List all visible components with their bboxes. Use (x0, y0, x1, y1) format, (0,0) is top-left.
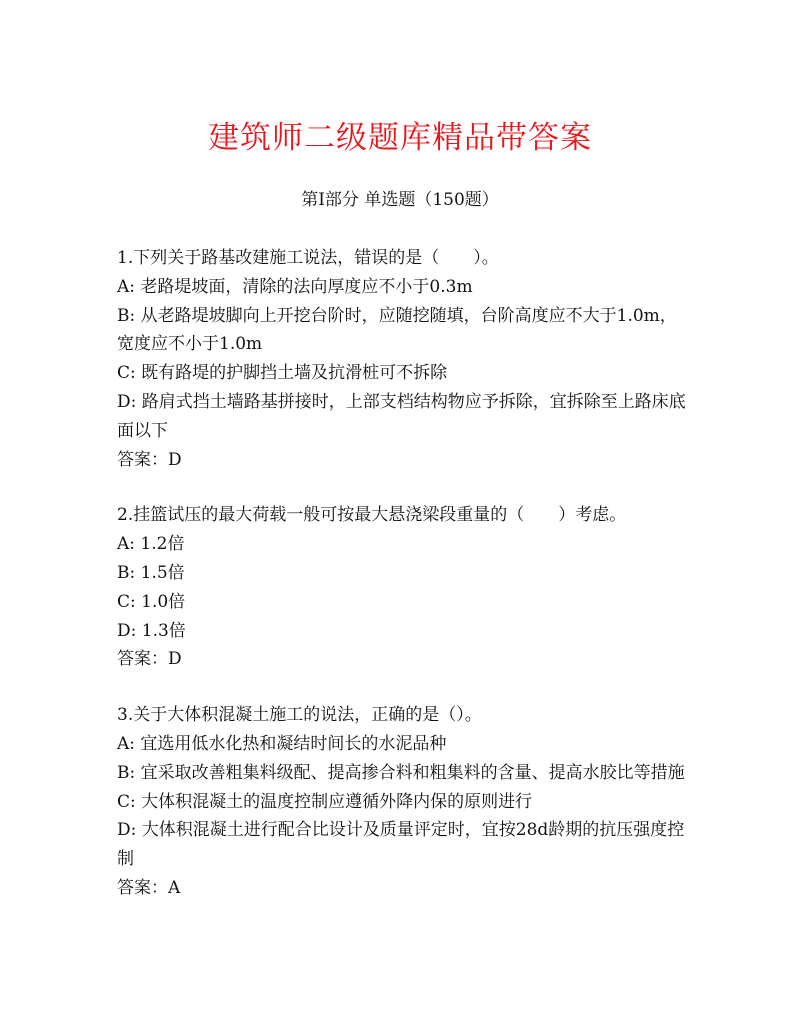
option-c: C: 既有路堤的护脚挡土墙及抗滑桩可不拆除 (117, 363, 448, 384)
option-d: D: 大体积混凝土进行配合比设计及质量评定时，宜按28d龄期的抗压强度控制 (117, 820, 685, 870)
option-c: C: 1.0倍 (117, 591, 186, 612)
option-b: B: 宜采取改善粗集料级配、提高掺合料和粗集料的含量、提高水胶比等措施 (117, 762, 685, 783)
section-title: 第Ⅰ部分 单选题（150题） (301, 190, 499, 210)
answer: 答案：D (117, 649, 182, 670)
question-list (117, 244, 687, 930)
option-b: B: 1.5倍 (117, 562, 185, 583)
option-a: A: 宜选用低水化热和凝结时间长的水泥品种 (117, 733, 447, 754)
option-d: D: 1.3倍 (117, 620, 186, 641)
option-d: D: 路肩式挡土墙路基拼接时，上部支档结构物应予拆除，宜拆除至上路床底面以下 (117, 391, 686, 441)
question-stem: 1.下列关于路基改建施工说法，错误的是（ ）。 (117, 248, 499, 268)
answer: 答案：A (117, 877, 181, 898)
question-1 (117, 244, 687, 474)
option-a: A: 老路堤坡面，清除的法向厚度应不小于0.3m (117, 276, 473, 297)
answer: 答案：D (117, 449, 182, 470)
option-a: A: 1.2倍 (117, 534, 185, 555)
option-b: B: 从老路堤坡脚向上开挖台阶时，应随挖随填，台阶高度应不大于1.0m，宽度应不小于1.0m (117, 305, 677, 355)
question-2 (117, 501, 687, 674)
question-stem: 2.挂篮试压的最大荷载一般可按最大悬浇梁段重量的（ ）考虑。 (117, 505, 627, 526)
option-c: C: 大体积混凝土的温度控制应遵循外降内保的原则进行 (117, 791, 533, 812)
question-3 (117, 701, 687, 903)
document-title: 建筑师二级题库精品带答案 (208, 120, 592, 156)
question-stem: 3.关于大体积混凝土施工的说法，正确的是（）。 (117, 705, 482, 726)
